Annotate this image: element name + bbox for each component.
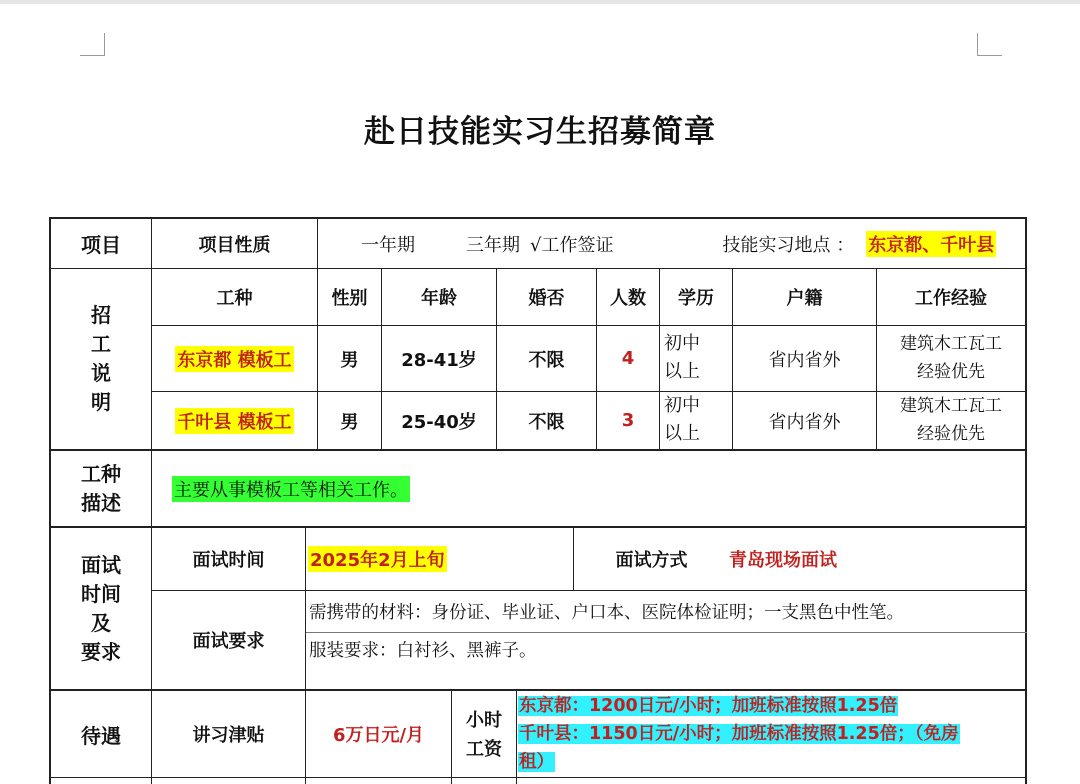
table-row-2-age: 25-40岁 — [401, 411, 477, 433]
benefit-label: 待遇 — [81, 723, 121, 748]
location-value: 东京都、千叶县 — [866, 231, 996, 257]
header-origin: 户籍 — [786, 288, 823, 309]
header-count: 人数 — [610, 288, 646, 309]
interview-time-label: 面试时间 — [192, 550, 265, 571]
wage-tokyo: 东京都：1200日元/小时；加班标准按照1.25倍 — [519, 696, 898, 716]
header-age: 年龄 — [421, 288, 457, 309]
table-row-1-education — [664, 330, 732, 390]
hourly-wage-label — [452, 700, 516, 770]
job-desc-cell — [172, 451, 1022, 526]
option-three-year: 三年期 — [466, 234, 520, 256]
table-row-2-experience — [877, 392, 1025, 449]
allowance-value: 6万日元/月 — [332, 725, 425, 746]
job-desc-label — [51, 451, 151, 526]
table-row-1-count: 4 — [621, 348, 635, 369]
table-row-1-origin: 省内省外 — [768, 349, 841, 371]
table-row-2-gender: 男 — [340, 411, 359, 433]
table-row-2-count: 3 — [621, 410, 635, 431]
interview-time-cell — [306, 528, 573, 590]
hourly-wage-label-line: 小时 — [466, 710, 502, 731]
interview-method-label: 面试方式 — [615, 550, 688, 571]
allowance-label: 讲习津贴 — [192, 725, 265, 746]
education-line: 以上 — [664, 361, 700, 382]
col-divider — [516, 689, 517, 784]
table-row-1-age: 28-41岁 — [401, 349, 477, 371]
job-desc-label-line: 工种 — [81, 461, 121, 486]
job-desc-label-line: 描述 — [81, 490, 121, 515]
interview-label-line: 时间 — [81, 581, 121, 606]
wage-chiba-continued: 租） — [519, 752, 554, 772]
table-row-2-married: 不限 — [528, 411, 565, 433]
education-line: 初中 — [664, 333, 700, 354]
table-row-1-gender: 男 — [340, 349, 359, 371]
education-line: 以上 — [664, 423, 700, 444]
hourly-wage-values — [518, 692, 1025, 777]
project-nature-label: 项目性质 — [198, 234, 271, 256]
interview-time-value: 2025年2月上旬 — [308, 546, 447, 572]
interview-label-line: 面试 — [81, 552, 121, 577]
recruit-label-char: 招 — [91, 303, 111, 327]
job-name: 东京都 模板工 — [175, 346, 293, 372]
recruit-label-char: 工 — [91, 332, 111, 356]
recruit-label-char: 明 — [91, 390, 111, 414]
job-name: 千叶县 模板工 — [175, 408, 293, 434]
table-row-2-education — [664, 392, 732, 449]
job-desc-text: 主要从事模板工等相关工作。 — [172, 476, 410, 502]
option-work-visa: √工作签证 — [530, 234, 614, 256]
table-row-2-job — [152, 392, 317, 449]
page-corner-mark-right — [977, 33, 1002, 56]
project-nature-options — [318, 219, 1025, 268]
experience-line: 建筑木工瓦工 — [900, 334, 1002, 354]
option-one-year: 一年期 — [361, 234, 415, 256]
interview-label-line: 及 — [91, 610, 111, 635]
table-row-1-experience — [877, 330, 1025, 390]
interview-section-label — [51, 528, 151, 689]
interview-req-label: 面试要求 — [192, 631, 265, 652]
page-corner-mark-left — [80, 33, 105, 56]
header-experience: 工作经验 — [915, 288, 987, 309]
table-row-2-origin: 省内省外 — [768, 411, 841, 433]
table-row-1-job — [152, 326, 317, 391]
experience-line: 经验优先 — [917, 424, 985, 444]
interview-req-dress: 服装要求：白衬衫、黑裤子。 — [309, 640, 537, 661]
header-gender: 性别 — [331, 288, 368, 309]
table-border-right — [1025, 217, 1027, 784]
interview-label-line: 要求 — [81, 639, 121, 664]
header-job: 工种 — [216, 288, 253, 309]
recruit-section-label — [51, 269, 151, 449]
row-divider — [49, 777, 1027, 778]
project-label: 项目 — [81, 233, 121, 257]
recruit-label-char: 说 — [91, 361, 111, 385]
header-married: 婚否 — [528, 288, 565, 309]
table-row-1-married: 不限 — [528, 349, 565, 371]
top-edge-bar — [0, 0, 1080, 4]
experience-line: 经验优先 — [917, 362, 985, 382]
page-title: 赴日技能实习生招募简章 — [364, 114, 716, 150]
interview-method-value: 青岛现场面试 — [729, 550, 837, 571]
location-label: 技能实习地点 ： — [722, 234, 855, 256]
interview-req-materials: 需携带的材料：身份证、毕业证、户口本、医院体检证明；一支黑色中性笔。 — [309, 603, 904, 623]
header-education: 学历 — [678, 288, 714, 309]
wage-chiba: 千叶县：1150日元/小时；加班标准按照1.25倍；（免房 — [519, 724, 959, 744]
experience-line: 建筑木工瓦工 — [900, 396, 1002, 416]
education-line: 初中 — [664, 395, 700, 416]
hourly-wage-label-line: 工资 — [466, 739, 502, 760]
